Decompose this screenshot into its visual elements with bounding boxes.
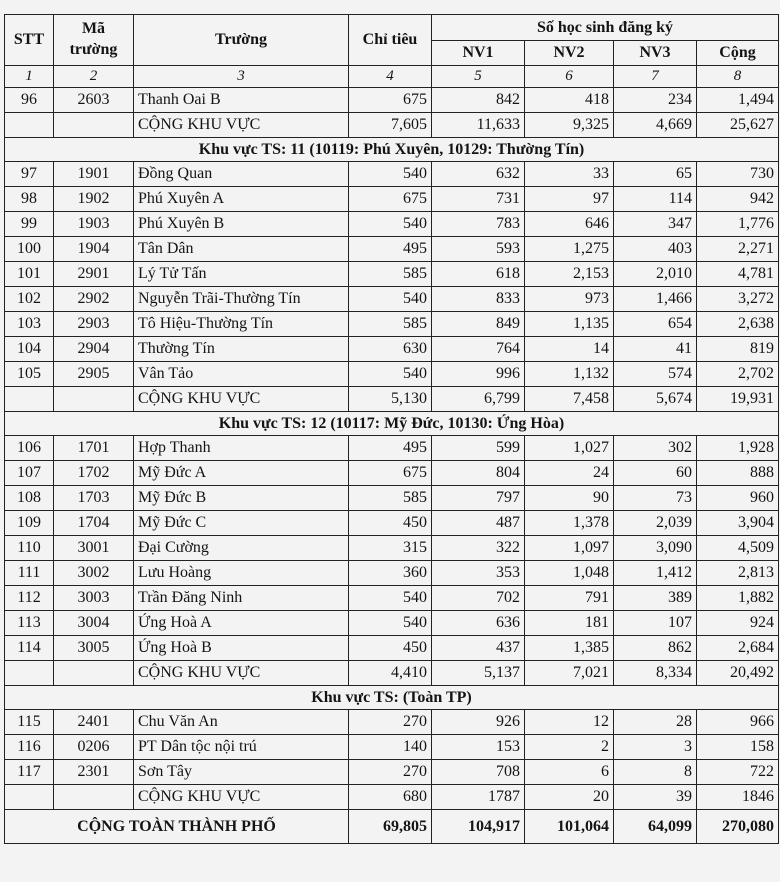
nv2-cell: 14 [525,337,614,362]
quota-cell: 360 [349,561,432,586]
table-row [5,611,779,636]
subtotal-total: 20,492 [697,661,779,686]
nv1-cell: 322 [432,536,525,561]
nv1-cell: 797 [432,486,525,511]
school-code-cell: 1704 [54,511,134,536]
nv1-cell: 353 [432,561,525,586]
column-index: 8 [697,66,779,88]
nv3-cell: 574 [614,362,697,387]
nv1-cell: 437 [432,636,525,661]
stt-cell: 107 [5,461,54,486]
nv3-cell: 347 [614,212,697,237]
quota-cell: 675 [349,88,432,113]
table-row [5,312,779,337]
empty-cell [54,661,134,686]
school-name-cell: PT Dân tộc nội trú [134,735,349,760]
school-code-cell: 1904 [54,237,134,262]
section-title: Khu vực TS: (Toàn TP) [5,686,779,710]
school-name-cell: Mỹ Đức A [134,461,349,486]
quota-cell: 540 [349,611,432,636]
table-row [5,511,779,536]
section-header-row [5,138,779,162]
nv2-cell: 1,097 [525,536,614,561]
subtotal-quota: 5,130 [349,387,432,412]
table-row [5,88,779,113]
quota-cell: 540 [349,287,432,312]
school-name-cell: Thanh Oai B [134,88,349,113]
nv2-cell: 973 [525,287,614,312]
nv2-cell: 181 [525,611,614,636]
total-cell: 722 [697,760,779,785]
table-row [5,536,779,561]
table-row [5,262,779,287]
empty-cell [54,387,134,412]
quota-cell: 675 [349,461,432,486]
table-row [5,461,779,486]
section-title: Khu vực TS: 12 (10117: Mỹ Đức, 10130: Ứng Hòa) [5,412,779,436]
stt-cell: 99 [5,212,54,237]
table-row [5,586,779,611]
stt-cell: 111 [5,561,54,586]
nv3-cell: 1,466 [614,287,697,312]
school-name-cell: Hợp Thanh [134,436,349,461]
nv1-cell: 849 [432,312,525,337]
table-row [5,362,779,387]
column-index: 4 [349,66,432,88]
quota-cell: 140 [349,735,432,760]
header-ma-truong-line1: Mã [81,20,106,38]
header-row [5,15,779,41]
total-cell: 1,928 [697,436,779,461]
nv3-cell: 389 [614,586,697,611]
nv2-cell: 1,378 [525,511,614,536]
table-row [5,162,779,187]
stt-cell: 101 [5,262,54,287]
total-cell: 730 [697,162,779,187]
table-body [5,88,779,844]
quota-cell: 450 [349,636,432,661]
stt-cell: 109 [5,511,54,536]
total-cell: 2,702 [697,362,779,387]
school-name-cell: Vân Tảo [134,362,349,387]
school-name-cell: Phú Xuyên A [134,187,349,212]
total-cell: 819 [697,337,779,362]
empty-cell [5,113,54,138]
grand-total-quota: 69,805 [349,810,432,844]
stt-cell: 108 [5,486,54,511]
section-title: Khu vực TS: 11 (10119: Phú Xuyên, 10129: Thường Tín) [5,138,779,162]
nv3-cell: 654 [614,312,697,337]
nv1-cell: 842 [432,88,525,113]
school-code-cell: 2905 [54,362,134,387]
school-code-cell: 1902 [54,187,134,212]
header-so-hoc-sinh: Số học sinh đăng ký [432,15,779,41]
school-name-cell: Nguyễn Trãi-Thường Tín [134,287,349,312]
empty-cell [54,785,134,810]
nv3-cell: 2,039 [614,511,697,536]
nv2-cell: 646 [525,212,614,237]
school-code-cell: 2901 [54,262,134,287]
nv2-cell: 2 [525,735,614,760]
quota-cell: 585 [349,312,432,337]
header-truong: Trường [134,15,349,66]
nv1-cell: 926 [432,710,525,735]
school-name-cell: Ứng Hoà A [134,611,349,636]
subtotal-label: CỘNG KHU VỰC [134,387,349,412]
stt-cell: 114 [5,636,54,661]
quota-cell: 540 [349,586,432,611]
grand-total-label: CỘNG TOÀN THÀNH PHỐ [5,810,349,844]
nv2-cell: 791 [525,586,614,611]
nv1-cell: 487 [432,511,525,536]
school-code-cell: 2603 [54,88,134,113]
school-name-cell: Đại Cường [134,536,349,561]
header-nv2: NV2 [525,41,614,66]
stt-cell: 103 [5,312,54,337]
subtotal-row [5,387,779,412]
nv1-cell: 996 [432,362,525,387]
school-name-cell: Lưu Hoàng [134,561,349,586]
stt-cell: 102 [5,287,54,312]
table-row [5,760,779,785]
nv3-cell: 234 [614,88,697,113]
stt-cell: 117 [5,760,54,785]
total-cell: 3,272 [697,287,779,312]
nv2-cell: 1,048 [525,561,614,586]
subtotal-quota: 680 [349,785,432,810]
school-code-cell: 1901 [54,162,134,187]
school-name-cell: Tân Dân [134,237,349,262]
nv3-cell: 60 [614,461,697,486]
nv1-cell: 731 [432,187,525,212]
subtotal-total: 25,627 [697,113,779,138]
subtotal-row [5,113,779,138]
subtotal-label: CỘNG KHU VỰC [134,785,349,810]
subtotal-nv2: 7,458 [525,387,614,412]
nv2-cell: 90 [525,486,614,511]
nv2-cell: 1,027 [525,436,614,461]
nv2-cell: 2,153 [525,262,614,287]
nv3-cell: 403 [614,237,697,262]
nv1-cell: 764 [432,337,525,362]
school-name-cell: Trần Đăng Ninh [134,586,349,611]
stt-cell: 96 [5,88,54,113]
school-name-cell: Ứng Hoà B [134,636,349,661]
nv3-cell: 3 [614,735,697,760]
school-code-cell: 3003 [54,586,134,611]
quota-cell: 450 [349,511,432,536]
header-ma-truong [54,15,134,66]
school-name-cell: Phú Xuyên B [134,212,349,237]
section-header-row [5,412,779,436]
nv3-cell: 28 [614,710,697,735]
table-row [5,287,779,312]
subtotal-nv3: 5,674 [614,387,697,412]
header-chi-tieu: Chỉ tiêu [349,15,432,66]
nv2-cell: 6 [525,760,614,785]
total-cell: 1,494 [697,88,779,113]
quota-cell: 630 [349,337,432,362]
column-index: 5 [432,66,525,88]
total-cell: 4,509 [697,536,779,561]
column-index: 2 [54,66,134,88]
subtotal-label: CỘNG KHU VỰC [134,661,349,686]
subtotal-nv1: 5,137 [432,661,525,686]
nv3-cell: 41 [614,337,697,362]
school-code-cell: 0206 [54,735,134,760]
nv1-cell: 804 [432,461,525,486]
grand-total-row [5,810,779,844]
school-code-cell: 1701 [54,436,134,461]
nv1-cell: 599 [432,436,525,461]
nv1-cell: 783 [432,212,525,237]
quota-cell: 495 [349,436,432,461]
nv3-cell: 107 [614,611,697,636]
subtotal-row [5,661,779,686]
stt-cell: 97 [5,162,54,187]
nv2-cell: 1,132 [525,362,614,387]
empty-cell [54,113,134,138]
section-header-row [5,686,779,710]
column-index: 1 [5,66,54,88]
quota-cell: 315 [349,536,432,561]
nv3-cell: 73 [614,486,697,511]
nv1-cell: 632 [432,162,525,187]
subtotal-label: CỘNG KHU VỰC [134,113,349,138]
nv2-cell: 1,385 [525,636,614,661]
school-code-cell: 3001 [54,536,134,561]
total-cell: 888 [697,461,779,486]
registration-table [4,14,779,844]
total-cell: 158 [697,735,779,760]
school-name-cell: Mỹ Đức C [134,511,349,536]
school-name-cell: Lý Tử Tấn [134,262,349,287]
nv1-cell: 708 [432,760,525,785]
subtotal-nv2: 9,325 [525,113,614,138]
table-row [5,561,779,586]
subtotal-nv3: 8,334 [614,661,697,686]
stt-cell: 104 [5,337,54,362]
school-code-cell: 2903 [54,312,134,337]
total-cell: 4,781 [697,262,779,287]
stt-cell: 116 [5,735,54,760]
nv1-cell: 593 [432,237,525,262]
nv2-cell: 1,275 [525,237,614,262]
total-cell: 942 [697,187,779,212]
header-nv1: NV1 [432,41,525,66]
header-ma-truong-line2: trường [69,41,118,58]
school-code-cell: 3004 [54,611,134,636]
table-row [5,735,779,760]
stt-cell: 110 [5,536,54,561]
nv2-cell: 24 [525,461,614,486]
nv2-cell: 97 [525,187,614,212]
total-cell: 960 [697,486,779,511]
table-row [5,187,779,212]
quota-cell: 540 [349,162,432,187]
school-name-cell: Chu Văn An [134,710,349,735]
school-code-cell: 2904 [54,337,134,362]
total-cell: 2,271 [697,237,779,262]
column-index: 3 [134,66,349,88]
subtotal-nv3: 4,669 [614,113,697,138]
nv2-cell: 33 [525,162,614,187]
empty-cell [5,785,54,810]
nv2-cell: 12 [525,710,614,735]
total-cell: 966 [697,710,779,735]
stt-cell: 113 [5,611,54,636]
table-row [5,486,779,511]
column-index-row [5,66,779,88]
total-cell: 3,904 [697,511,779,536]
grand-total-nv1: 104,917 [432,810,525,844]
school-code-cell: 2902 [54,287,134,312]
nv1-cell: 153 [432,735,525,760]
table-row [5,212,779,237]
subtotal-nv3: 39 [614,785,697,810]
total-cell: 2,684 [697,636,779,661]
total-cell: 2,638 [697,312,779,337]
quota-cell: 585 [349,262,432,287]
nv3-cell: 2,010 [614,262,697,287]
stt-cell: 105 [5,362,54,387]
school-code-cell: 1903 [54,212,134,237]
grand-total-total: 270,080 [697,810,779,844]
subtotal-total: 1846 [697,785,779,810]
school-name-cell: Tô Hiệu-Thường Tín [134,312,349,337]
school-code-cell: 2301 [54,760,134,785]
total-cell: 2,813 [697,561,779,586]
table-row [5,636,779,661]
empty-cell [5,661,54,686]
subtotal-nv1: 11,633 [432,113,525,138]
nv3-cell: 65 [614,162,697,187]
nv1-cell: 618 [432,262,525,287]
quota-cell: 675 [349,187,432,212]
table-row [5,710,779,735]
school-code-cell: 3005 [54,636,134,661]
subtotal-total: 19,931 [697,387,779,412]
quota-cell: 585 [349,486,432,511]
nv2-cell: 1,135 [525,312,614,337]
table-row [5,237,779,262]
school-name-cell: Thường Tín [134,337,349,362]
column-index: 7 [614,66,697,88]
subtotal-row [5,785,779,810]
school-code-cell: 1702 [54,461,134,486]
header-stt: STT [5,15,54,66]
quota-cell: 495 [349,237,432,262]
school-code-cell: 3002 [54,561,134,586]
school-name-cell: Mỹ Đức B [134,486,349,511]
school-name-cell: Sơn Tây [134,760,349,785]
table-row [5,337,779,362]
quota-cell: 270 [349,760,432,785]
empty-cell [5,387,54,412]
table-row [5,436,779,461]
stt-cell: 100 [5,237,54,262]
subtotal-nv2: 20 [525,785,614,810]
stt-cell: 98 [5,187,54,212]
header-cong: Cộng [697,41,779,66]
subtotal-nv1: 1787 [432,785,525,810]
total-cell: 924 [697,611,779,636]
subtotal-nv1: 6,799 [432,387,525,412]
quota-cell: 540 [349,212,432,237]
header-nv3: NV3 [614,41,697,66]
nv3-cell: 862 [614,636,697,661]
stt-cell: 115 [5,710,54,735]
nv1-cell: 702 [432,586,525,611]
stt-cell: 112 [5,586,54,611]
nv3-cell: 1,412 [614,561,697,586]
nv3-cell: 8 [614,760,697,785]
total-cell: 1,882 [697,586,779,611]
nv2-cell: 418 [525,88,614,113]
subtotal-quota: 4,410 [349,661,432,686]
school-code-cell: 1703 [54,486,134,511]
nv3-cell: 3,090 [614,536,697,561]
subtotal-quota: 7,605 [349,113,432,138]
grand-total-nv3: 64,099 [614,810,697,844]
nv3-cell: 302 [614,436,697,461]
nv3-cell: 114 [614,187,697,212]
subtotal-nv2: 7,021 [525,661,614,686]
school-code-cell: 2401 [54,710,134,735]
nv1-cell: 636 [432,611,525,636]
nv1-cell: 833 [432,287,525,312]
total-cell: 1,776 [697,212,779,237]
grand-total-nv2: 101,064 [525,810,614,844]
stt-cell: 106 [5,436,54,461]
column-index: 6 [525,66,614,88]
school-name-cell: Đồng Quan [134,162,349,187]
quota-cell: 270 [349,710,432,735]
quota-cell: 540 [349,362,432,387]
